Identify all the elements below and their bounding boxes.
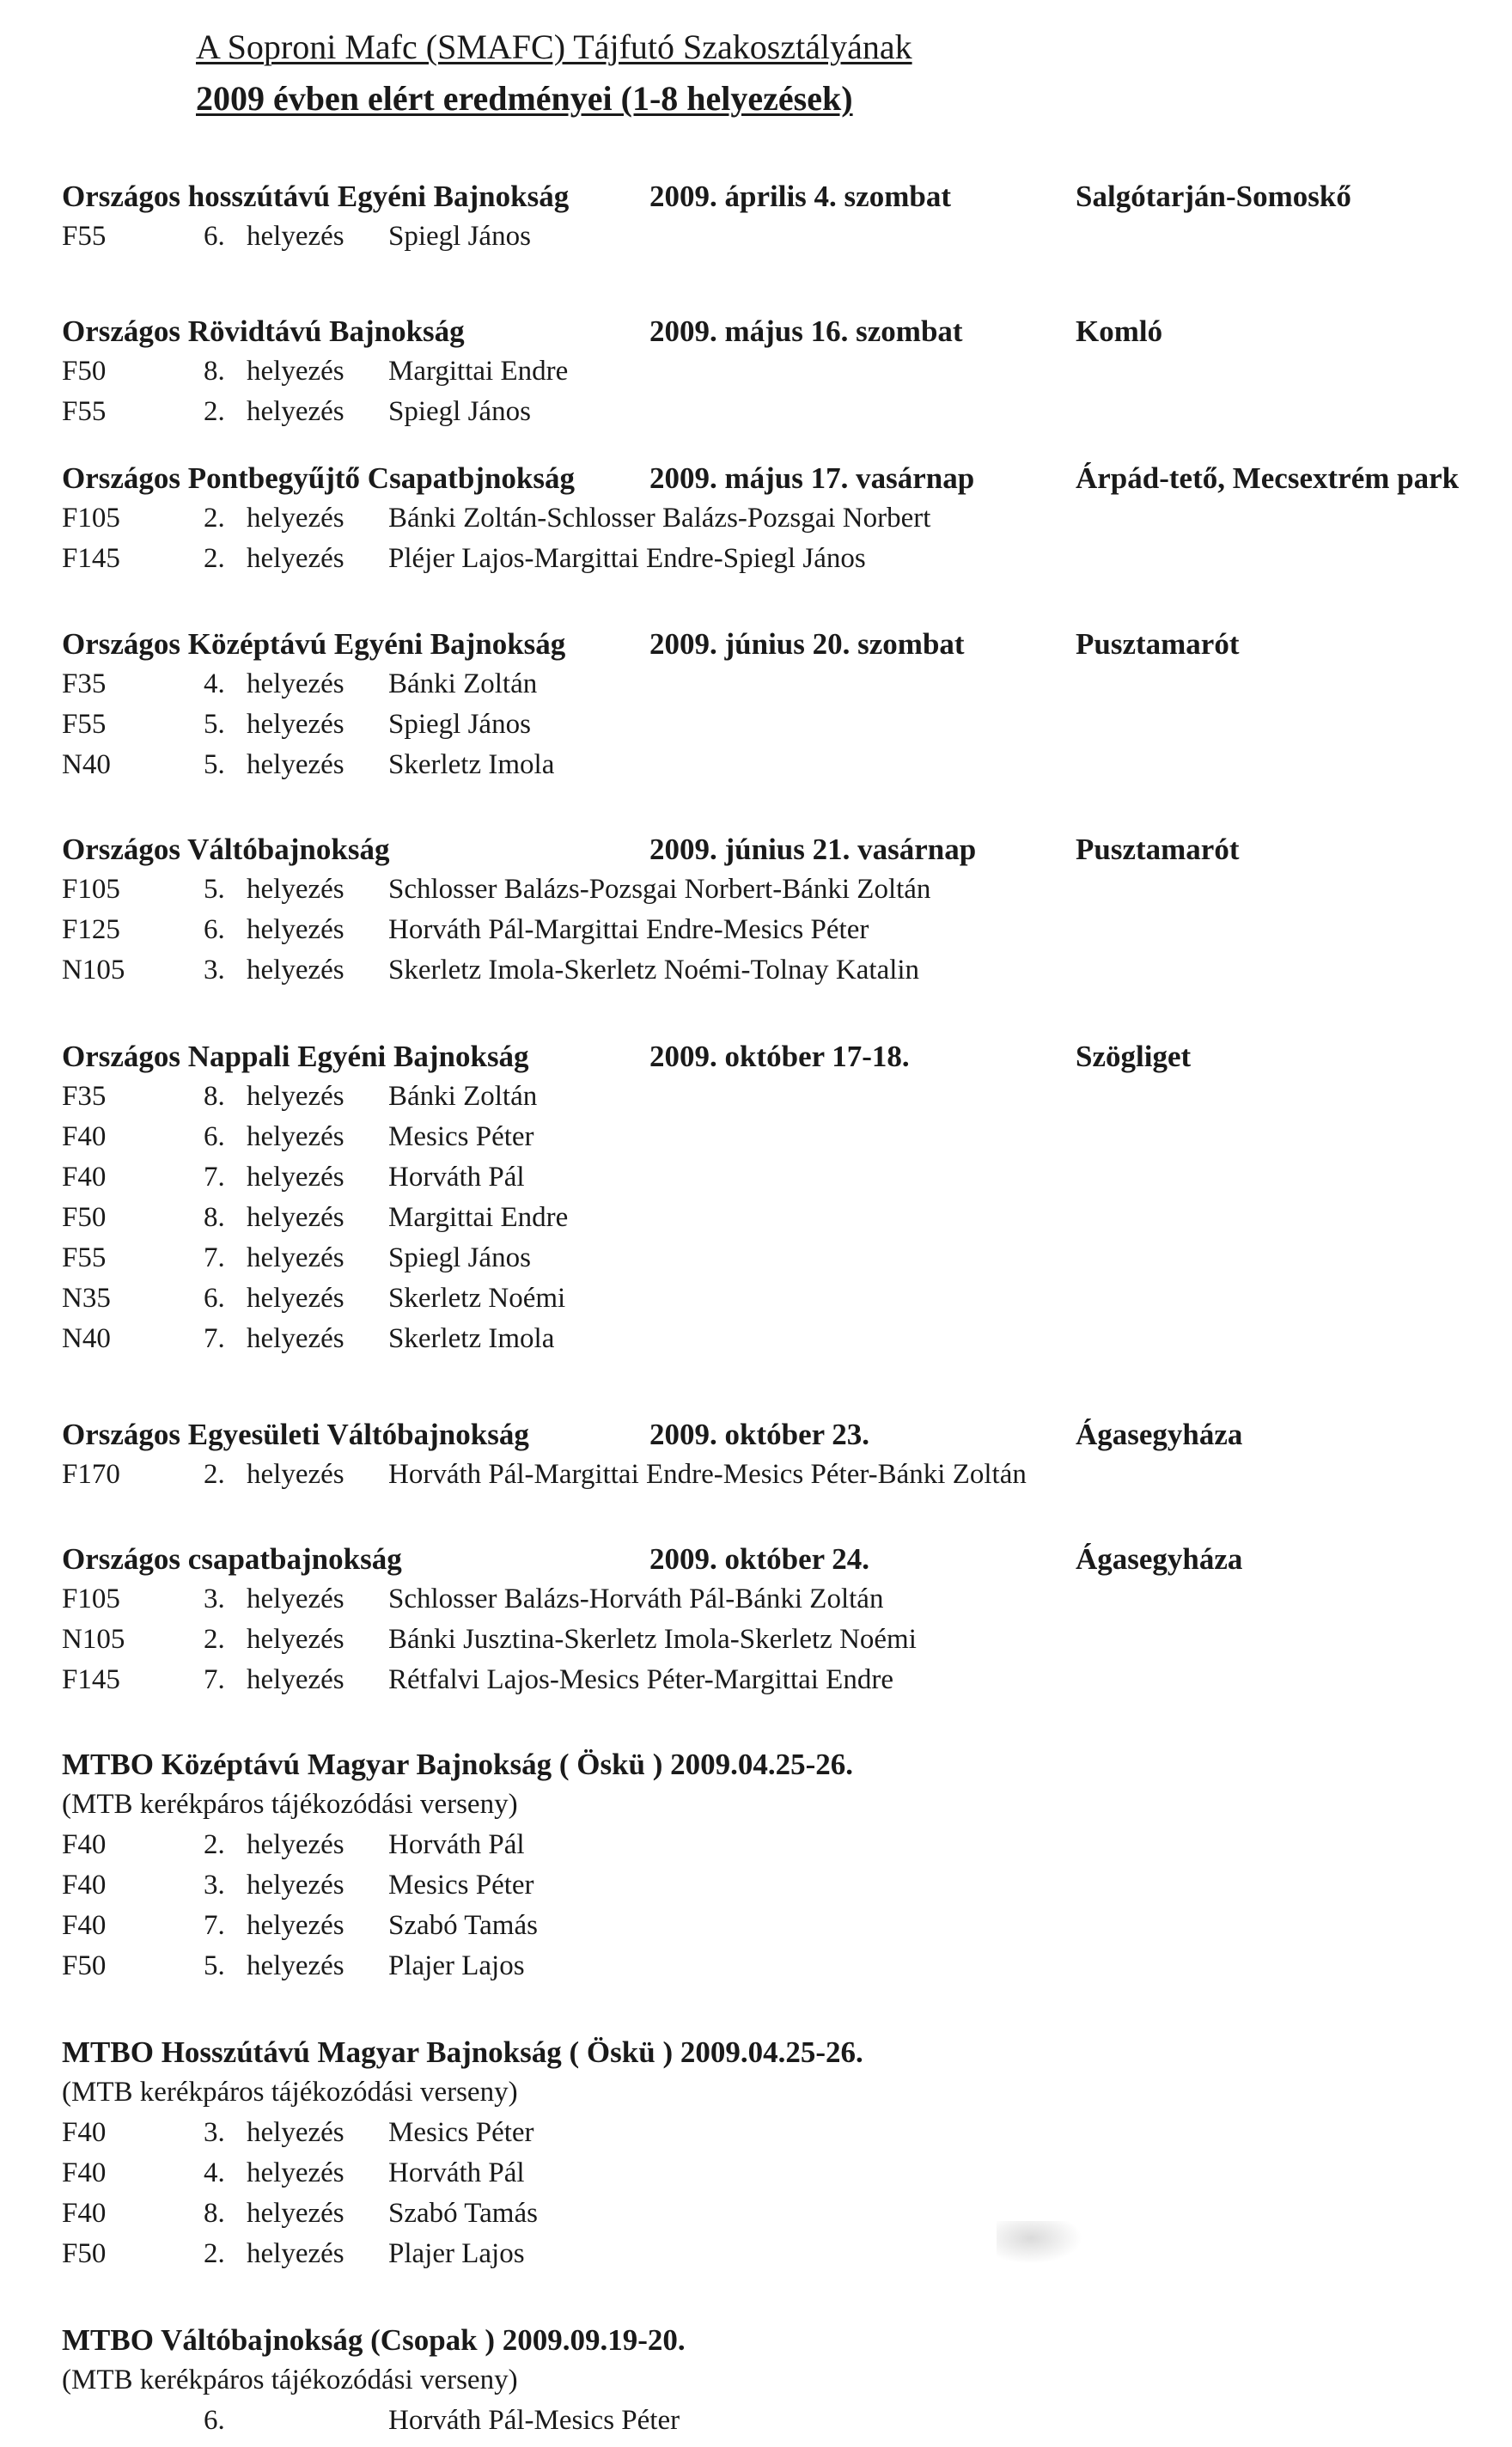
result-place: 2. xyxy=(204,2238,225,2269)
result-category: F40 xyxy=(62,1121,107,1152)
result-label: helyezés xyxy=(247,874,344,905)
result-row xyxy=(0,870,1512,910)
result-category: F105 xyxy=(62,1584,120,1614)
result-names: Szabó Tamás xyxy=(388,1910,538,1941)
result-category: N40 xyxy=(62,1323,111,1354)
competition-header xyxy=(0,2032,1512,2072)
result-category: F40 xyxy=(62,1910,107,1941)
result-label: helyezés xyxy=(247,955,344,986)
result-names: Mesics Péter xyxy=(388,1121,534,1152)
result-place: 2. xyxy=(204,396,225,427)
result-row xyxy=(0,2113,1512,2153)
result-category: N35 xyxy=(62,1283,111,1314)
result-names: Bánki Jusztina-Skerletz Imola-Skerletz Noémi xyxy=(388,1624,917,1655)
result-place: 2. xyxy=(204,503,225,534)
result-category: F145 xyxy=(62,543,120,574)
result-names: Skerletz Imola xyxy=(388,749,555,780)
competition-header xyxy=(0,1539,1512,1579)
result-label: helyezés xyxy=(247,543,344,574)
result-row xyxy=(0,1946,1512,1986)
result-row xyxy=(0,1455,1512,1495)
competition-header xyxy=(0,1414,1512,1455)
competition-name: MTBO Hosszútávú Magyar Bajnokság ( Öskü ) 2009.04.25-26. xyxy=(62,2035,863,2069)
competition-section xyxy=(0,176,1512,257)
competition-subtitle: (MTB kerékpáros tájékozódási verseny) xyxy=(62,1789,518,1820)
result-row xyxy=(0,1620,1512,1660)
result-label: helyezés xyxy=(247,1950,344,1981)
result-category: F105 xyxy=(62,503,120,534)
result-row xyxy=(0,1825,1512,1865)
result-label: helyezés xyxy=(247,914,344,945)
competition-section xyxy=(0,311,1512,432)
result-row xyxy=(0,950,1512,991)
competition-section xyxy=(0,1414,1512,1495)
result-label: helyezés xyxy=(247,749,344,780)
result-place: 7. xyxy=(204,1242,225,1273)
result-category: F50 xyxy=(62,1950,107,1981)
result-place: 2. xyxy=(204,1459,225,1490)
competition-subtitle-row xyxy=(0,1785,1512,1825)
result-place: 5. xyxy=(204,874,225,905)
competition-header xyxy=(0,829,1512,870)
result-place: 3. xyxy=(204,1870,225,1901)
result-category: F35 xyxy=(62,668,107,699)
result-place: 5. xyxy=(204,1950,225,1981)
result-row xyxy=(0,1117,1512,1157)
competition-date: 2009. május 17. vasárnap xyxy=(649,461,975,495)
result-category: F50 xyxy=(62,2238,107,2269)
result-place: 4. xyxy=(204,2157,225,2188)
result-label: helyezés xyxy=(247,1323,344,1354)
result-label: helyezés xyxy=(247,1664,344,1695)
competition-section xyxy=(0,624,1512,785)
result-names: Schlosser Balázs-Pozsgai Norbert-Bánki Zoltán xyxy=(388,874,931,905)
result-label: helyezés xyxy=(247,1829,344,1860)
result-place: 7. xyxy=(204,1910,225,1941)
competition-name: Országos csapatbajnokság xyxy=(62,1542,402,1576)
competition-header xyxy=(0,458,1512,498)
competition-section xyxy=(0,458,1512,579)
competition-subtitle: (MTB kerékpáros tájékozódási verseny) xyxy=(62,2077,518,2108)
competition-date: 2009. október 23. xyxy=(649,1418,870,1451)
result-label: helyezés xyxy=(247,1162,344,1193)
result-names: Horváth Pál-Margittai Endre-Mesics Péter-Bánki Zoltán xyxy=(388,1459,1027,1490)
competition-name: Országos hosszútávú Egyéni Bajnokság xyxy=(62,180,570,213)
competition-date: 2009. május 16. szombat xyxy=(649,314,963,348)
result-row xyxy=(0,664,1512,705)
page-subtitle: 2009 évben elért eredményei (1-8 helyezések) xyxy=(196,79,853,118)
competition-subtitle-row xyxy=(0,2360,1512,2401)
result-row xyxy=(0,1077,1512,1117)
result-place: 6. xyxy=(204,914,225,945)
result-label: helyezés xyxy=(247,1910,344,1941)
result-row xyxy=(0,745,1512,785)
result-names: Margittai Endre xyxy=(388,356,569,387)
result-row xyxy=(0,1278,1512,1319)
result-row xyxy=(0,351,1512,392)
competition-location: Árpád-tető, Mecsextrém park xyxy=(1076,461,1460,495)
result-names: Schlosser Balázs-Horváth Pál-Bánki Zoltán xyxy=(388,1584,884,1614)
result-names: Horváth Pál xyxy=(388,1162,525,1193)
competition-location: Ágasegyháza xyxy=(1076,1542,1243,1576)
result-names: Horváth Pál xyxy=(388,2157,525,2188)
result-row xyxy=(0,910,1512,950)
result-row xyxy=(0,2153,1512,2194)
result-label: helyezés xyxy=(247,2117,344,2148)
competition-header xyxy=(0,2320,1512,2360)
result-category: N105 xyxy=(62,1624,125,1655)
result-row xyxy=(0,217,1512,257)
result-place: 8. xyxy=(204,1081,225,1112)
result-category: N105 xyxy=(62,955,125,986)
result-label: helyezés xyxy=(247,709,344,740)
result-names: Bánki Zoltán-Schlosser Balázs-Pozsgai Norbert xyxy=(388,503,931,534)
competition-name: Országos Nappali Egyéni Bajnokság xyxy=(62,1040,529,1073)
result-row xyxy=(0,1198,1512,1238)
result-names: Margittai Endre xyxy=(388,1202,569,1233)
competition-header xyxy=(0,1744,1512,1785)
competition-section xyxy=(0,829,1512,991)
result-names: Horváth Pál-Mesics Péter xyxy=(388,2405,680,2436)
result-names: Szabó Tamás xyxy=(388,2198,538,2229)
result-category: F35 xyxy=(62,1081,107,1112)
result-category: F40 xyxy=(62,1829,107,1860)
result-names: Pléjer Lajos-Margittai Endre-Spiegl János xyxy=(388,543,866,574)
result-category: F40 xyxy=(62,1162,107,1193)
result-row xyxy=(0,498,1512,539)
result-label: helyezés xyxy=(247,1242,344,1273)
result-place: 7. xyxy=(204,1664,225,1695)
competition-date: 2009. október 24. xyxy=(649,1542,870,1576)
result-label: helyezés xyxy=(247,668,344,699)
result-names: Skerletz Imola xyxy=(388,1323,555,1354)
result-row xyxy=(0,1238,1512,1278)
result-names: Mesics Péter xyxy=(388,2117,534,2148)
result-names: Horváth Pál xyxy=(388,1829,525,1860)
result-place: 2. xyxy=(204,1829,225,1860)
result-category: F55 xyxy=(62,396,107,427)
result-names: Spiegl János xyxy=(388,709,531,740)
competition-name: MTBO Váltóbajnokság (Csopak ) 2009.09.19-20. xyxy=(62,2323,686,2357)
result-label: helyezés xyxy=(247,396,344,427)
result-label: helyezés xyxy=(247,2238,344,2269)
competition-subtitle-row xyxy=(0,2072,1512,2113)
competition-section xyxy=(0,2320,1512,2441)
result-label: helyezés xyxy=(247,1870,344,1901)
result-label: helyezés xyxy=(247,1121,344,1152)
result-label: helyezés xyxy=(247,1202,344,1233)
competition-location: Szögliget xyxy=(1076,1040,1192,1073)
result-label: helyezés xyxy=(247,2198,344,2229)
result-label: helyezés xyxy=(247,1283,344,1314)
competition-date: 2009. június 21. vasárnap xyxy=(649,833,977,866)
result-label: helyezés xyxy=(247,1584,344,1614)
result-category: F40 xyxy=(62,2117,107,2148)
result-names: Skerletz Imola-Skerletz Noémi-Tolnay Katalin xyxy=(388,955,920,986)
result-place: 5. xyxy=(204,749,225,780)
result-category: F55 xyxy=(62,709,107,740)
result-label: helyezés xyxy=(247,1081,344,1112)
competition-date: 2009. június 20. szombat xyxy=(649,627,965,661)
competition-name: Országos Váltóbajnokság xyxy=(62,833,390,866)
result-category: F50 xyxy=(62,356,107,387)
result-place: 5. xyxy=(204,709,225,740)
result-category: F40 xyxy=(62,2157,107,2188)
result-place: 3. xyxy=(204,955,225,986)
result-place: 6. xyxy=(204,1121,225,1152)
result-row xyxy=(0,392,1512,432)
result-place: 7. xyxy=(204,1323,225,1354)
result-row xyxy=(0,1579,1512,1620)
competition-date: 2009. április 4. szombat xyxy=(649,180,951,213)
competition-name: Országos Egyesületi Váltóbajnokság xyxy=(62,1418,529,1451)
result-category: F55 xyxy=(62,221,107,252)
result-place: 6. xyxy=(204,221,225,252)
competition-name: Országos Rövidtávú Bajnokság xyxy=(62,314,465,348)
result-names: Bánki Zoltán xyxy=(388,668,538,699)
result-names: Mesics Péter xyxy=(388,1870,534,1901)
result-names: Skerletz Noémi xyxy=(388,1283,566,1314)
result-place: 3. xyxy=(204,1584,225,1614)
competition-location: Pusztamarót xyxy=(1076,627,1240,661)
result-place: 2. xyxy=(204,1624,225,1655)
result-row xyxy=(0,1319,1512,1359)
result-names: Plajer Lajos xyxy=(388,1950,525,1981)
result-row xyxy=(0,2194,1512,2234)
competition-section xyxy=(0,1744,1512,1986)
competition-header xyxy=(0,176,1512,217)
competition-location: Salgótarján-Somoskő xyxy=(1076,180,1351,213)
result-category: F40 xyxy=(62,2198,107,2229)
result-label: helyezés xyxy=(247,221,344,252)
result-row xyxy=(0,1865,1512,1906)
competition-section xyxy=(0,2032,1512,2274)
result-place: 2. xyxy=(204,543,225,574)
competition-location: Pusztamarót xyxy=(1076,833,1240,866)
result-label: helyezés xyxy=(247,503,344,534)
competition-header xyxy=(0,1036,1512,1077)
page-title: A Soproni Mafc (SMAFC) Tájfutó Szakosztályának xyxy=(196,27,912,66)
result-category: F125 xyxy=(62,914,120,945)
result-category: F40 xyxy=(62,1870,107,1901)
result-names: Horváth Pál-Margittai Endre-Mesics Péter xyxy=(388,914,869,945)
result-category: F145 xyxy=(62,1664,120,1695)
competition-name: MTBO Középtávú Magyar Bajnokság ( Öskü ) 2009.04.25-26. xyxy=(62,1748,854,1781)
result-category: F50 xyxy=(62,1202,107,1233)
result-row xyxy=(0,2401,1512,2441)
result-label: helyezés xyxy=(247,2157,344,2188)
competition-section xyxy=(0,1539,1512,1700)
result-place: 8. xyxy=(204,2198,225,2229)
competition-section xyxy=(0,1036,1512,1359)
result-names: Spiegl János xyxy=(388,1242,531,1273)
result-row xyxy=(0,2234,1512,2274)
competition-header xyxy=(0,624,1512,664)
competition-name: Országos Pontbegyűjtő Csapatbjnokság xyxy=(62,461,575,495)
result-names: Rétfalvi Lajos-Mesics Péter-Margittai Endre xyxy=(388,1664,893,1695)
result-place: 8. xyxy=(204,356,225,387)
competition-location: Komló xyxy=(1076,314,1163,348)
result-names: Bánki Zoltán xyxy=(388,1081,538,1112)
competition-date: 2009. október 17-18. xyxy=(649,1040,910,1073)
result-row xyxy=(0,1157,1512,1198)
competition-location: Ágasegyháza xyxy=(1076,1418,1243,1451)
result-label: helyezés xyxy=(247,356,344,387)
result-category: N40 xyxy=(62,749,111,780)
competition-subtitle: (MTB kerékpáros tájékozódási verseny) xyxy=(62,2365,518,2395)
result-row xyxy=(0,539,1512,579)
result-place: 3. xyxy=(204,2117,225,2148)
result-place: 7. xyxy=(204,1162,225,1193)
result-row xyxy=(0,705,1512,745)
result-label: helyezés xyxy=(247,1459,344,1490)
result-row xyxy=(0,1906,1512,1946)
competition-name: Országos Középtávú Egyéni Bajnokság xyxy=(62,627,566,661)
result-names: Spiegl János xyxy=(388,396,531,427)
result-category: F55 xyxy=(62,1242,107,1273)
scan-smudge xyxy=(997,2221,1082,2264)
result-place: 4. xyxy=(204,668,225,699)
result-place: 6. xyxy=(204,2405,225,2436)
result-place: 8. xyxy=(204,1202,225,1233)
result-names: Plajer Lajos xyxy=(388,2238,525,2269)
result-category: F170 xyxy=(62,1459,120,1490)
competition-header xyxy=(0,311,1512,351)
result-row xyxy=(0,1660,1512,1700)
result-label: helyezés xyxy=(247,1624,344,1655)
result-names: Spiegl János xyxy=(388,221,531,252)
result-category: F105 xyxy=(62,874,120,905)
result-place: 6. xyxy=(204,1283,225,1314)
